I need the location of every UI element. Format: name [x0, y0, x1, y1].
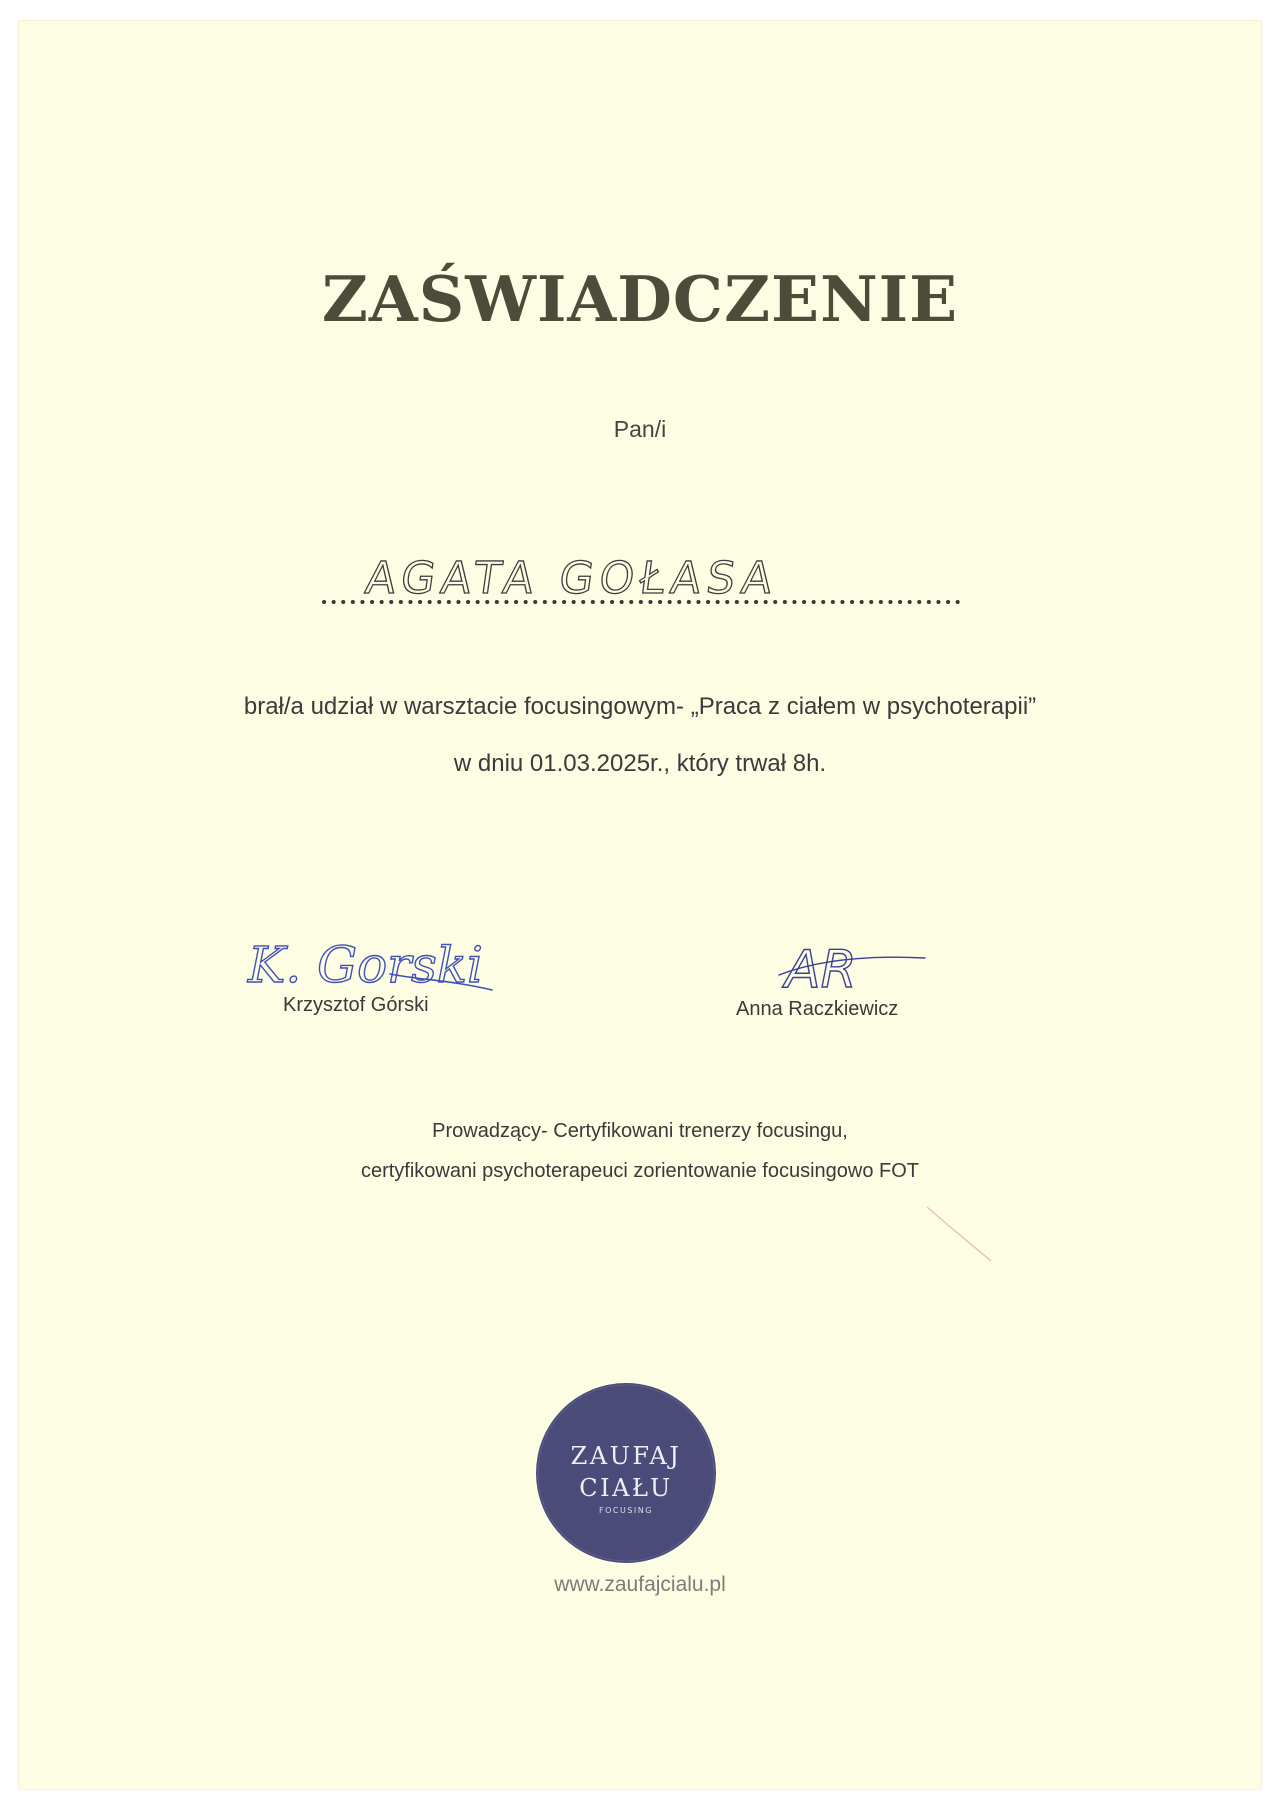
signature-right-name: Anna Raczkiewicz [736, 998, 899, 1020]
participant-name-handwriting: AGATA GOŁASA [362, 553, 782, 604]
footer-line-1: Prowadzący- Certyfikowani trenerzy focusingu, [432, 1120, 848, 1142]
footer-line-2: certyfikowani psychoterapeuci zorientowanie focusingowo FOT [360, 1160, 920, 1182]
body-line-1: brał/a udział w warsztacie focusingowym- „Praca z ciałem w psychoterapii” [243, 693, 1037, 720]
signature-right [775, 925, 935, 1000]
logo-text-line-1: ZAUFAJ [570, 1442, 682, 1470]
zaufaj-cialu-logo [533, 1380, 719, 1566]
participant-name-line [320, 535, 965, 615]
logo-text-line-3: FOCUSING [599, 1506, 653, 1515]
signature-right-handwriting: AR [785, 940, 857, 1000]
pencil-mark [925, 1205, 995, 1265]
signature-left-handwriting: K. Gorski [248, 936, 484, 994]
body-line-2: w dniu 01.03.2025r., który trwał 8h. [453, 750, 827, 777]
salutation: Pan/i [613, 416, 667, 442]
logo-text-line-2: CIAŁU [579, 1474, 673, 1502]
signature-left-name: Krzysztof Górski [283, 994, 429, 1016]
certificate-title: ZAŚWIADCZENIE [321, 262, 959, 336]
signature-left [240, 930, 500, 1000]
logo-circle [536, 1383, 716, 1563]
website-url: www.zaufajcialu.pl [554, 1573, 726, 1596]
